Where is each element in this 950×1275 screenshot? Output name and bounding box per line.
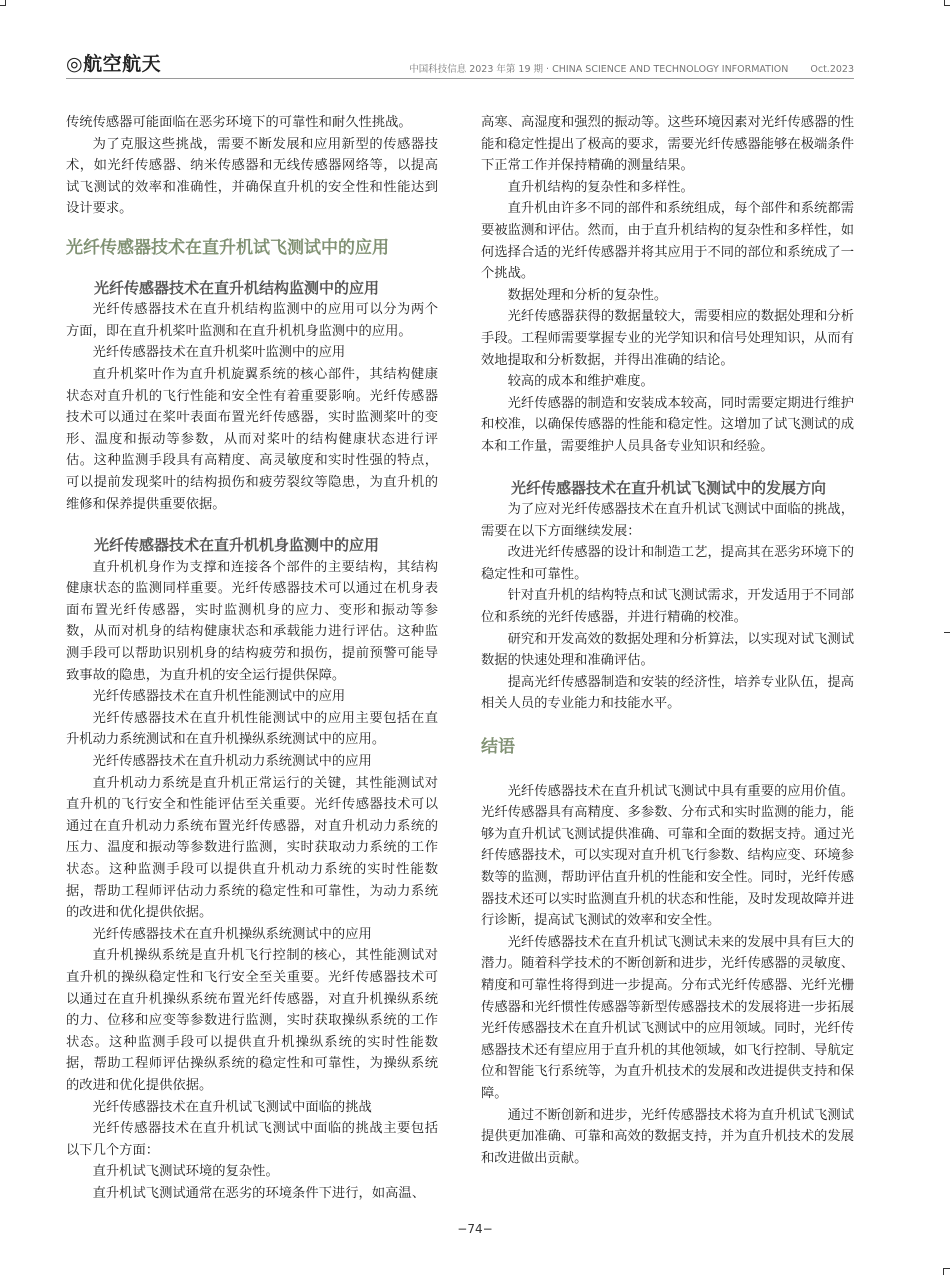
paragraph: 直升机动力系统是直升机正常运行的关键，其性能测试对直升机的飞行安全和性能评估至关重要。光纤传感器技术可以通过在直升机动力系统布置光纤传感器，对直升机动力系统的压力、温度和振动等参数进行监测，实时获取动力系统的工作状态。这种监测手段可以提供直升机动力系统的实时性能数据，帮助工程师评估动力系统的稳定性和可靠性，为动力系统的改进和优化提供依据。: [66, 775, 438, 921]
paragraph: 直升机桨叶作为直升机旋翼系统的核心部件，其结构健康状态对直升机的飞行性能和安全性有着重要影响。光纤传感器技术可以通过在桨叶表面布置光纤传感器，实时监测桨叶的变形、温度和振动等参数，从而对桨叶的结构健康状态进行评估。这种监测手段具有高精度、高灵敏度和实时性强的特点，可以提前发现桨叶的结构损伤和疲劳裂纹等隐患，为直升机的维修和保养提供重要依据。: [66, 366, 438, 512]
section-heading: 光纤传感器技术在直升机试飞测试中的应用: [66, 237, 389, 258]
crop-mark-top-right: [944, 0, 950, 6]
paragraph: 光纤传感器技术在直升机性能测试中的应用主要包括在直升机动力系统测试和在直升机操纵系统测试中的应用。: [66, 710, 438, 748]
crop-mark-bottom-right: [943, 1268, 950, 1275]
paragraph: 光纤传感器技术在直升机操纵系统测试中的应用: [92, 926, 372, 942]
paragraph: 光纤传感器技术在直升机试飞测试中面临的挑战主要包括以下几个方面：: [66, 1121, 438, 1158]
paragraph: 光纤传感器的制造和安装成本较高，同时需要定期进行维护和校准，以确保传感器的性能和稳定性。这增加了试飞测试的成本和工作量，需要维护人员具备专业知识和经验。: [481, 395, 854, 454]
paragraph: 针对直升机的结构特点和试飞测试需求，开发适用于不同部位和系统的光纤传感器，并进行精确的校准。: [481, 588, 854, 626]
paragraph: 直升机操纵系统是直升机飞行控制的核心，其性能测试对直升机的操纵稳定性和飞行安全至关重要。光纤传感器技术可以通过在直升机操纵系统布置光纤传感器，对直升机操纵系统的力、位移和应变等参数进行监测，实时获取操纵系统的工作状态。这种监测手段可以提供直升机操纵系统的实时性能数据，帮助工程师评估操纵系统的稳定性和可靠性，为操纵系统的改进和优化提供依据。: [66, 948, 438, 1093]
paragraph: 为了克服这些挑战，需要不断发展和应用新型的传感器技术，如光纤传感器、纳米传感器和无线传感器网络等，以提高试飞测试的效率和准确性，并确保直升机的安全性和性能达到设计要求。: [66, 136, 438, 217]
subsection-heading: 光纤传感器技术在直升机试飞测试中的发展方向: [511, 478, 827, 497]
paragraph: 光纤传感器技术在直升机桨叶监测中的应用: [92, 345, 346, 361]
journal-name: 中国科技信息 2023 年第 19 期 · CHINA SCIENCE AND TECHNOLOGY INFORMATION: [409, 64, 789, 75]
subsection-heading: 光纤传感器技术在直升机结构监测中的应用: [94, 278, 380, 297]
paragraph: 为了应对光纤传感器技术在直升机试飞测试中面临的挑战，需要在以下方面继续发展：: [481, 502, 854, 539]
paragraph: 高寒、高湿度和强烈的振动等。这些环境因素对光纤传感器的性能和稳定性提出了极高的要求，需要光纤传感器能够在极端条件下正常工作并保持精确的测量结果。: [481, 115, 854, 174]
header-divider: [66, 78, 854, 79]
paragraph: 直升机试飞测试通常在恶劣的环境条件下进行，如高温、: [92, 1185, 426, 1201]
paragraph: 较高的成本和维护难度。: [507, 374, 654, 390]
paragraph: 光纤传感器技术在直升机结构监测中的应用可以分为两个方面，即在直升机桨叶监测和在直升机机身监测中的应用。: [66, 302, 438, 339]
paragraph: 光纤传感器获得的数据量较大，需要相应的数据处理和分析手段。工程师需要掌握专业的光学知识和信号处理知识，从而有效地提取和分析数据，并得出准确的结论。: [481, 309, 854, 368]
paragraph: 提高光纤传感器制造和安装的经济性，培养专业队伍，提高相关人员的专业能力和技能水平。: [481, 674, 854, 712]
paragraph: 直升机试飞测试环境的复杂性。: [92, 1164, 279, 1180]
issue-date: Oct.2023: [810, 64, 854, 75]
paragraph: 直升机由许多不同的部件和系统组成，每个部件和系统都需要被监测和评估。然而，由于直升机结构的复杂性和多样性，如何选择合适的光纤传感器并将其应用于不同的部位和系统成了一个挑战。: [481, 201, 854, 282]
paragraph: 数据处理和分析的复杂性。: [507, 287, 668, 303]
subsection-heading: 光纤传感器技术在直升机机身监测中的应用: [94, 536, 380, 555]
paragraph: 通过不断创新和进步，光纤传感器技术将为直升机试飞测试提供更加准确、可靠和高效的数据支持，并为直升机技术的发展和改进做出贡献。: [481, 1107, 854, 1166]
crop-mark-right-middle: [944, 632, 950, 633]
paragraph: 光纤传感器技术在直升机动力系统测试中的应用: [92, 754, 372, 770]
crop-mark-top-left: [0, 0, 6, 6]
paragraph: 光纤传感器技术在直升机性能测试中的应用: [92, 689, 346, 705]
section-tag: ◎航空航天: [66, 53, 162, 75]
paragraph: 传统传感器可能面临在恶劣环境下的可靠性和耐久性挑战。: [66, 115, 412, 130]
conclusion-heading: 结语: [481, 737, 515, 758]
journal-info: [409, 61, 854, 75]
paragraph: 改进光纤传感器的设计和制造工艺，提高其在恶劣环境下的稳定性和可靠性。: [481, 545, 854, 582]
paragraph: 直升机结构的复杂性和多样性。: [507, 179, 694, 195]
page-header: [66, 49, 854, 77]
page-number: −74−: [457, 1222, 493, 1236]
right-column: [481, 112, 854, 1169]
left-column: [66, 112, 438, 1205]
paragraph: 研究和开发高效的数据处理和分析算法，以实现对试飞测试数据的快速处理和准确评估。: [481, 631, 854, 669]
paragraph: 直升机机身作为支撑和连接各个部件的主要结构，其结构健康状态的监测同样重要。光纤传感器技术可以通过在机身表面布置光纤传感器，实时监测机身的应力、变形和振动等参数，从而对机身的结构健康状态和承载能力进行评估。这种监测手段可以帮助识别机身的结构疲劳和损伤，提前预警可能导致事故的隐患，为直升机的安全运行提供保障。: [66, 559, 438, 683]
paragraph: 光纤传感器技术在直升机试飞测试中具有重要的应用价值。光纤传感器具有高精度、多参数、分布式和实时监测的能力，能够为直升机试飞测试提供准确、可靠和全面的数据支持。通过光纤传感器技术，可以实现对直升机飞行参数、结构应变、环境参数等的监测，帮助评估直升机的性能和安全性。同时，光纤传感器技术还可以实时监测直升机的状态和性能，及时发现故障并进行诊断，提高试飞测试的效率和安全性。: [481, 783, 854, 929]
paragraph: 光纤传感器技术在直升机试飞测试未来的发展中具有巨大的潜力。随着科学技术的不断创新和进步，光纤传感器的灵敏度、精度和可靠性将得到进一步提高。分布式光纤传感器、光纤光栅传感器和光纤惯性传感器等新型传感器技术的发展将进一步拓展光纤传感器技术在直升机试飞测试中的应用领域。同时，光纤传感器技术还有望应用于直升机的其他领域，如飞行控制、导航定位和智能飞行系统等，为直升机技术的发展和改进提供支持和保障。: [481, 934, 854, 1101]
paragraph: 光纤传感器技术在直升机试飞测试中面临的挑战: [92, 1099, 372, 1115]
